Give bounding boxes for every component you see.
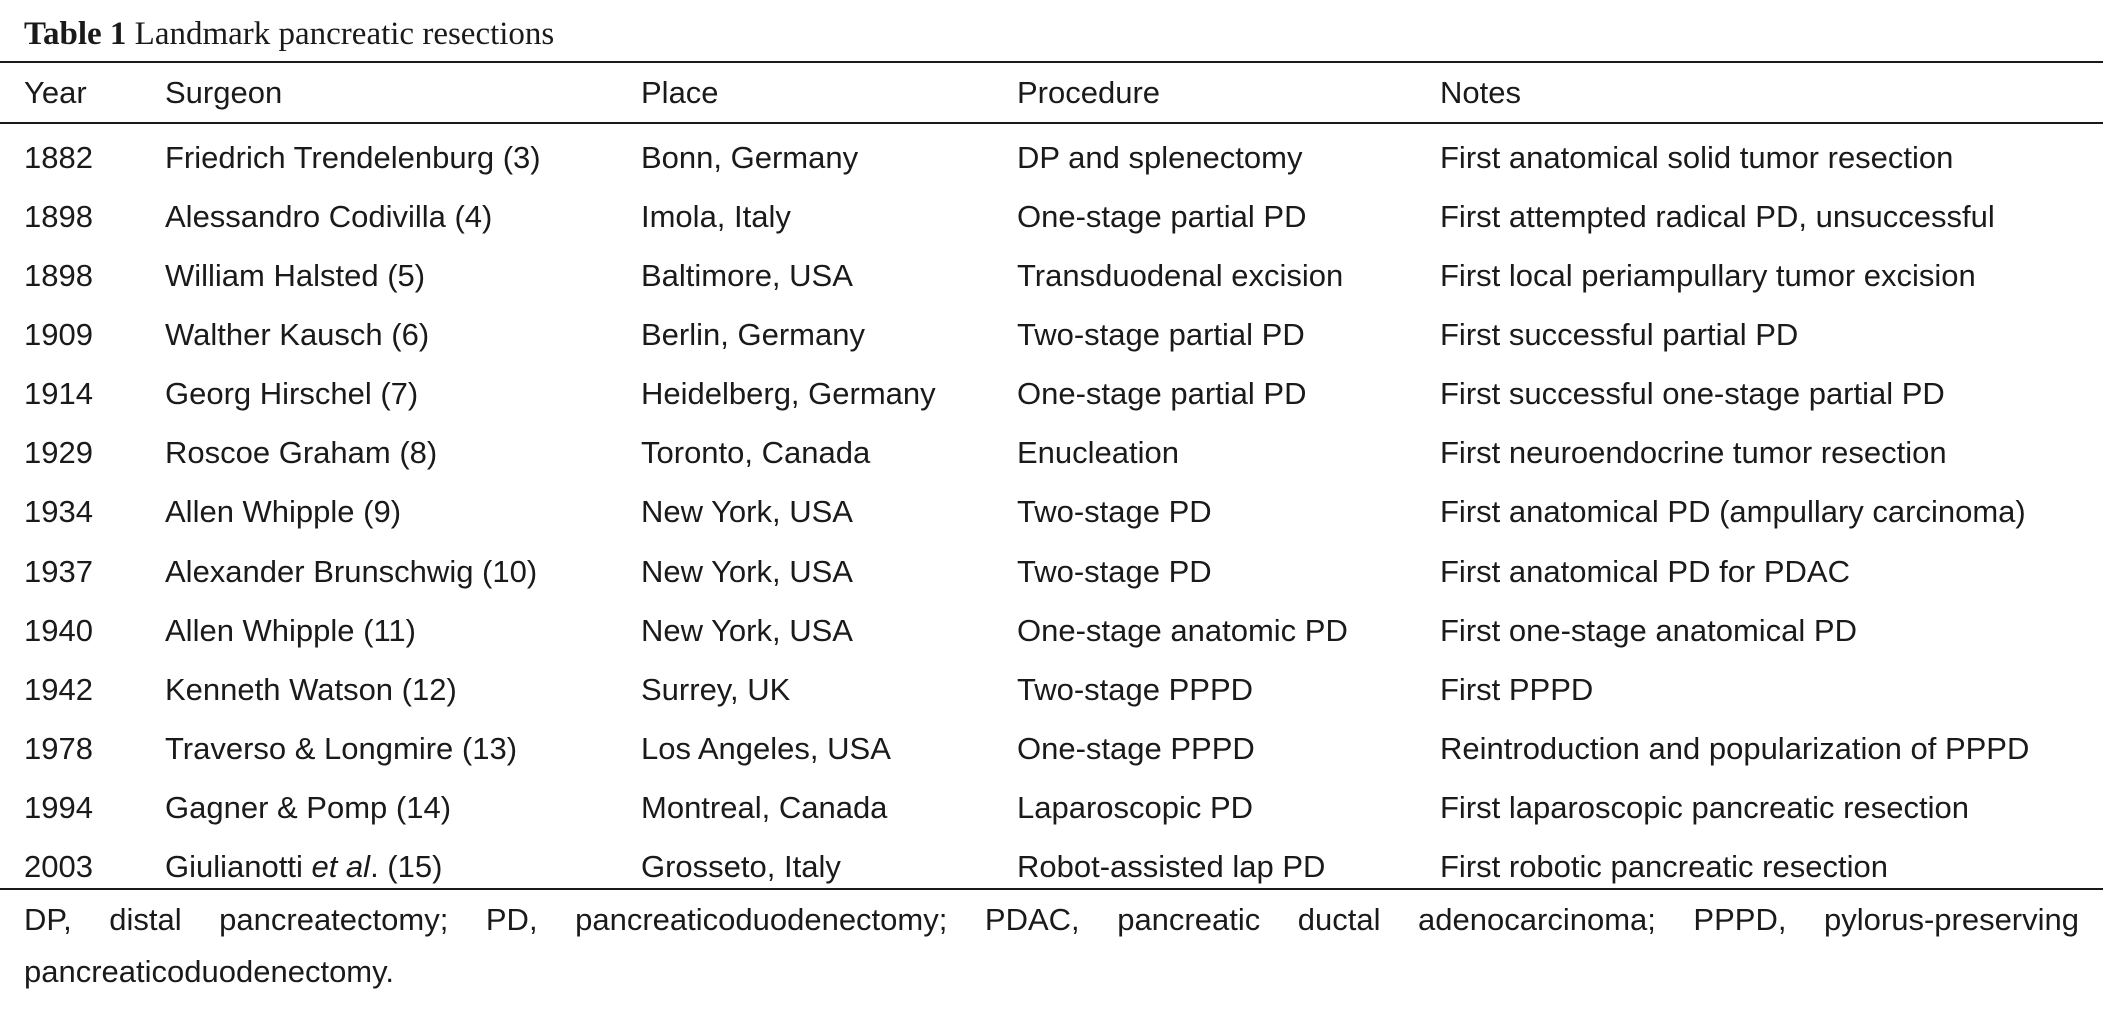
cell-year: 1882: [24, 139, 93, 175]
cell-notes: First neuroendocrine tumor resection: [1440, 435, 1947, 471]
table-row: [0, 365, 2103, 424]
cell-notes: First one-stage anatomical PD: [1440, 612, 1857, 648]
table-row: [0, 542, 2103, 601]
cell-surgeon: Alessandro Codivilla (4): [165, 198, 493, 234]
table-row: [0, 601, 2103, 660]
cell-notes: First robotic pancreatic resection: [1440, 849, 1888, 885]
cell-place: Imola, Italy: [641, 198, 791, 234]
cell-procedure: Enucleation: [1017, 435, 1180, 471]
table-row: [0, 128, 2103, 187]
table-row: [0, 246, 2103, 305]
table-footnote: DP, distal pancreatectomy; PD, pancreaticoduodenectomy; PDAC, pancreatic ductal adenocarcinoma; PPPD, pylorus-preserving pancreaticoduodenectomy.: [24, 902, 2079, 989]
cell-year: 1898: [24, 257, 93, 293]
cell-procedure: One-stage partial PD: [1017, 376, 1307, 412]
cell-year: 1937: [24, 553, 93, 589]
table-header: [0, 63, 2103, 123]
surgeon-name: Giulianotti: [165, 849, 312, 885]
cell-surgeon: Allen Whipple (11): [165, 612, 416, 648]
cell-procedure: Transduodenal excision: [1017, 257, 1344, 293]
cell-year: 1909: [24, 316, 93, 352]
cell-year: 1929: [24, 435, 93, 471]
table-caption-title: Landmark pancreatic resections: [134, 16, 555, 52]
cell-procedure: DP and splenectomy: [1017, 139, 1303, 175]
cell-surgeon: [165, 838, 641, 897]
cell-procedure: One-stage PPPD: [1017, 730, 1255, 766]
cell-year: 1914: [24, 376, 93, 412]
cell-procedure: One-stage anatomic PD: [1017, 612, 1348, 648]
cell-year: 2003: [24, 849, 93, 885]
column-header-procedure: Procedure: [1017, 75, 1161, 110]
table-row: [0, 660, 2103, 719]
cell-year: 1934: [24, 494, 93, 530]
cell-procedure: Two-stage PPPD: [1017, 671, 1254, 707]
cell-notes: First anatomical PD (ampullary carcinoma): [1440, 494, 2026, 530]
cell-place: Surrey, UK: [641, 671, 791, 707]
cell-surgeon: Walther Kausch (6): [165, 316, 430, 352]
cell-place: Bonn, Germany: [641, 139, 859, 175]
cell-notes: First anatomical PD for PDAC: [1440, 553, 1850, 589]
cell-surgeon: Georg Hirschel (7): [165, 376, 419, 412]
cell-surgeon: Allen Whipple (9): [165, 494, 402, 530]
cell-notes: First laparoscopic pancreatic resection: [1440, 790, 1969, 826]
column-header-notes: Notes: [1440, 75, 1521, 110]
cell-procedure: Two-stage partial PD: [1017, 316, 1305, 352]
cell-notes: First anatomical solid tumor resection: [1440, 139, 1954, 175]
cell-year: 1942: [24, 671, 93, 707]
cell-year: 1898: [24, 198, 93, 234]
surgeon-reference: . (15): [370, 849, 443, 885]
cell-notes: First successful partial PD: [1440, 316, 1799, 352]
cell-surgeon: William Halsted (5): [165, 257, 426, 293]
column-header-surgeon: Surgeon: [165, 75, 283, 110]
cell-place: Los Angeles, USA: [641, 730, 891, 766]
cell-place: Grosseto, Italy: [641, 849, 841, 885]
table-body: [0, 123, 2103, 897]
surgeon-et-al: et al: [311, 849, 371, 885]
cell-place: Baltimore, USA: [641, 257, 853, 293]
cell-notes: First local periampullary tumor excision: [1440, 257, 1976, 293]
cell-procedure: Laparoscopic PD: [1017, 790, 1254, 826]
table-row: [0, 838, 2103, 897]
cell-place: New York, USA: [641, 612, 853, 648]
cell-year: 1994: [24, 790, 93, 826]
cell-place: Toronto, Canada: [641, 435, 871, 471]
table-row: [0, 483, 2103, 542]
cell-year: 1978: [24, 730, 93, 766]
table-row: [0, 424, 2103, 483]
header-row: [0, 63, 2103, 123]
table-row: [0, 187, 2103, 246]
cell-surgeon: Kenneth Watson (12): [165, 671, 457, 707]
cell-notes: First successful one-stage partial PD: [1440, 376, 1945, 412]
cell-surgeon: Alexander Brunschwig (10): [165, 553, 538, 589]
table-caption-label: Table 1: [24, 16, 127, 52]
cell-surgeon: Traverso & Longmire (13): [165, 730, 518, 766]
table-row: [0, 779, 2103, 838]
cell-place: Montreal, Canada: [641, 790, 888, 826]
column-header-place: Place: [641, 75, 719, 110]
cell-place: Berlin, Germany: [641, 316, 865, 352]
table-caption: [24, 14, 554, 54]
cell-surgeon: Friedrich Trendelenburg (3): [165, 139, 541, 175]
cell-procedure: One-stage partial PD: [1017, 198, 1307, 234]
cell-place: New York, USA: [641, 494, 853, 530]
cell-surgeon: Roscoe Graham (8): [165, 435, 438, 471]
cell-year: 1940: [24, 612, 93, 648]
cell-procedure: Two-stage PD: [1017, 553, 1212, 589]
cell-notes: First attempted radical PD, unsuccessful: [1440, 198, 1995, 234]
cell-procedure: Robot-assisted lap PD: [1017, 849, 1326, 885]
cell-place: New York, USA: [641, 553, 853, 589]
column-header-year: Year: [24, 75, 87, 110]
cell-notes: First PPPD: [1440, 671, 1594, 707]
resections-table: [0, 63, 2103, 897]
table-row: [0, 719, 2103, 778]
cell-surgeon: Gagner & Pomp (14): [165, 790, 452, 826]
cell-notes: Reintroduction and popularization of PPPD: [1440, 730, 2030, 766]
cell-place: Heidelberg, Germany: [641, 376, 936, 412]
table-row: [0, 305, 2103, 364]
cell-procedure: Two-stage PD: [1017, 494, 1212, 530]
